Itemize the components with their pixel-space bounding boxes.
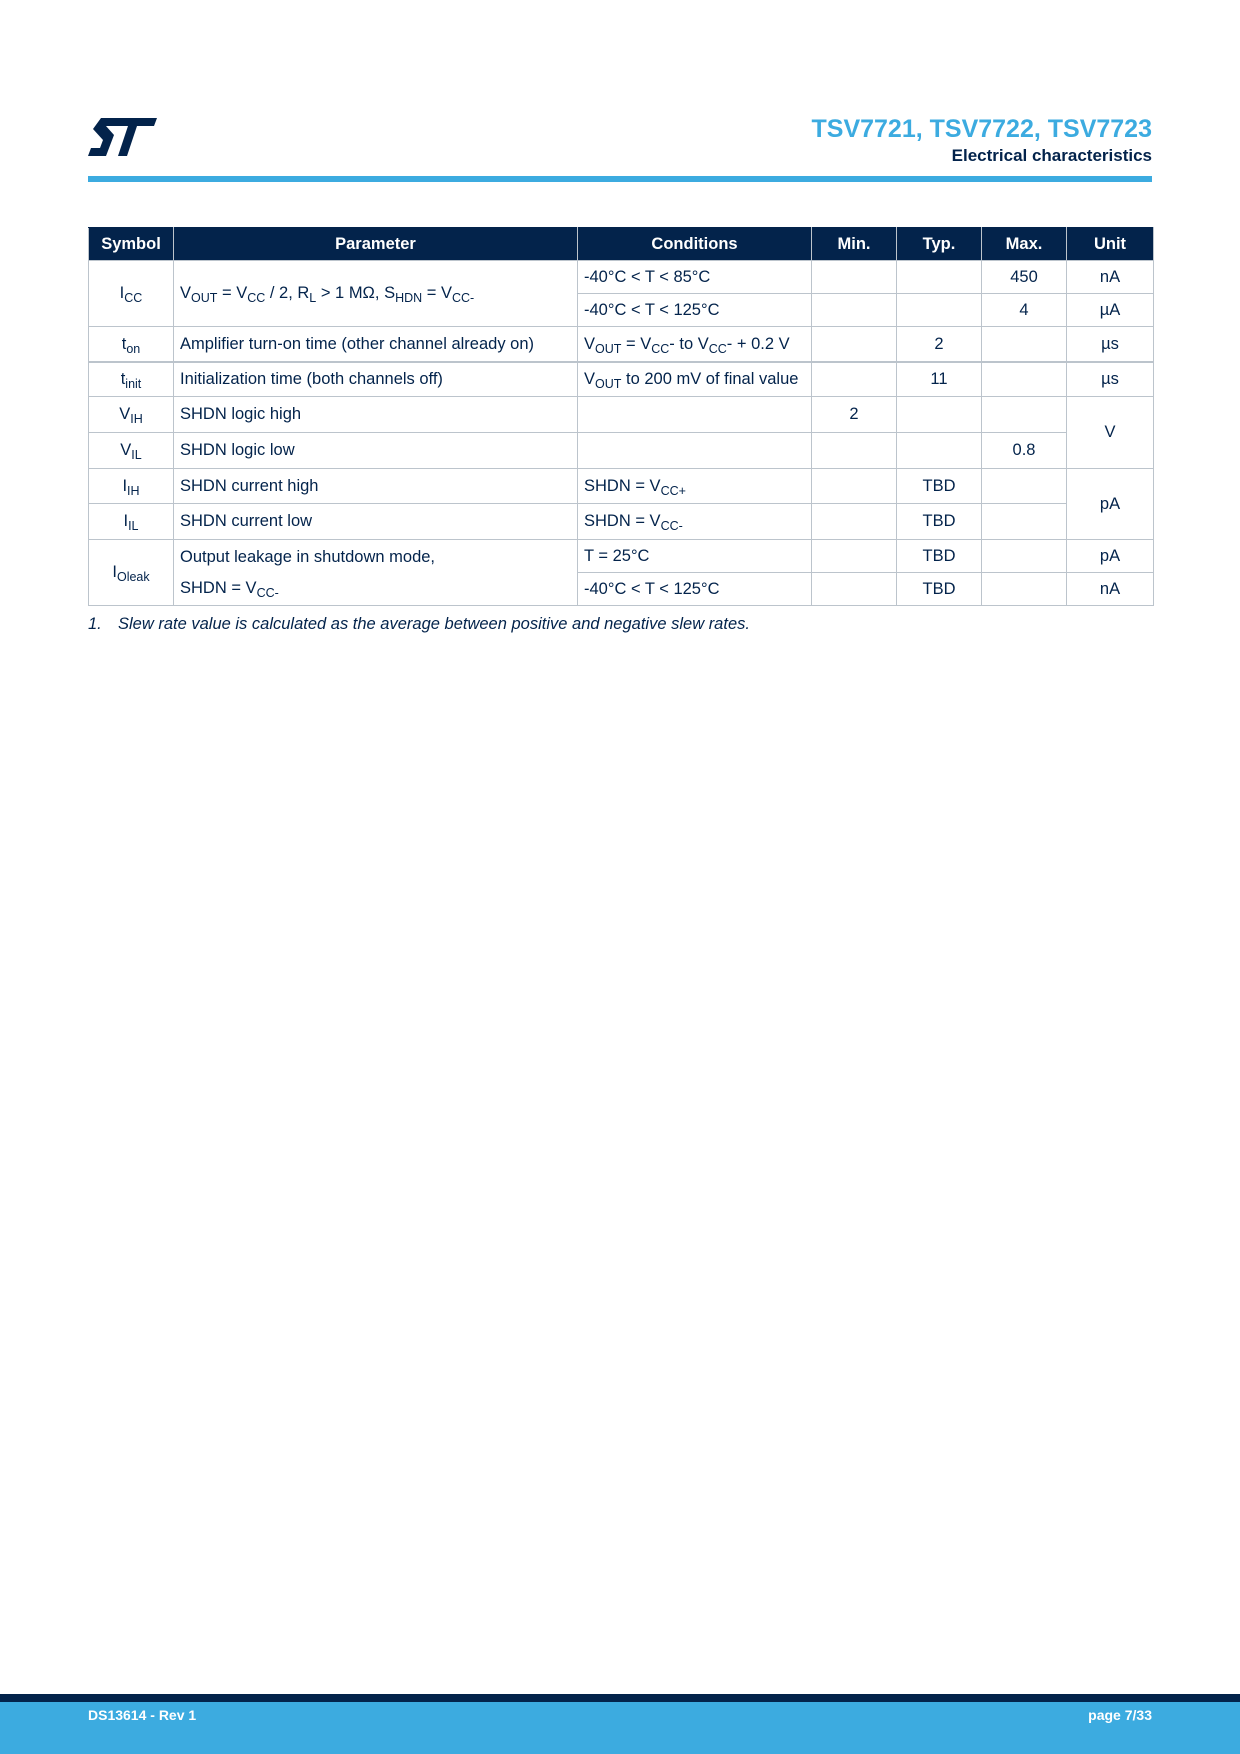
footnote-number: 1. [88, 615, 102, 633]
symbol-iih: $I_{IH}$ [89, 469, 174, 504]
symbol-icc: $I_{CC}$ [89, 261, 174, 327]
st-logo [88, 118, 157, 156]
max-cell [982, 573, 1067, 606]
min-cell [812, 261, 897, 294]
unit-cell: µs [1067, 362, 1154, 397]
typ-cell [897, 294, 982, 327]
section-subtitle: Electrical characteristics [951, 146, 1152, 165]
conditions-cell: -40°C < T < 125°C [578, 573, 812, 606]
max-cell: 0.8 [982, 433, 1067, 469]
parameter-tinit: Initialization time (both channels off) [174, 362, 578, 397]
conditions-cell: T = 25°C [578, 540, 812, 573]
typ-cell: TBD [897, 573, 982, 606]
header-symbol: Symbol [89, 228, 174, 261]
typ-cell: TBD [897, 469, 982, 504]
min-cell: 2 [812, 397, 897, 433]
typ-cell [897, 433, 982, 469]
max-cell: 4 [982, 294, 1067, 327]
header-parameter: Parameter [174, 228, 578, 261]
table-row [89, 433, 1154, 469]
min-cell [812, 362, 897, 397]
unit-cell: µs [1067, 327, 1154, 363]
table-row [89, 362, 1154, 397]
min-cell [812, 327, 897, 363]
table-footnote [88, 615, 750, 634]
header-max: Max. [982, 228, 1067, 261]
table-row [89, 397, 1154, 433]
max-cell: 450 [982, 261, 1067, 294]
min-cell [812, 469, 897, 504]
parameter-vih: SHDN logic high [174, 397, 578, 433]
table-row [89, 327, 1154, 363]
parameter-icc: $V_{OUT} = V_{CC} / 2$, $R_L > 1$ MΩ, $S_{HDN} = V_{CC-}$ [174, 261, 578, 327]
unit-cell-pa: pA [1067, 469, 1154, 540]
conditions-cell [578, 397, 812, 433]
conditions-cell: -40°C < T < 85°C [578, 261, 812, 294]
symbol-vil: $V_{IL}$ [89, 433, 174, 469]
unit-cell: nA [1067, 261, 1154, 294]
typ-cell: 2 [897, 327, 982, 363]
table-header-row [89, 228, 1154, 261]
footnote-text: Slew rate value is calculated as the average between positive and negative slew rates. [118, 615, 750, 633]
parameter-ton: Amplifier turn-on time (other channel already on) [174, 327, 578, 363]
parameter-ioleak: Output leakage in shutdown mode, SHDN = $V_{CC-}$ [174, 540, 578, 606]
header-divider [88, 176, 1152, 182]
parameter-vil: SHDN logic low [174, 433, 578, 469]
symbol-ton: $t_{on}$ [89, 327, 174, 363]
table-row [89, 469, 1154, 504]
footer-rule [0, 1694, 1240, 1702]
header-conditions: Conditions [578, 228, 812, 261]
max-cell [982, 327, 1067, 363]
unit-cell: pA [1067, 540, 1154, 573]
min-cell [812, 294, 897, 327]
max-cell [982, 540, 1067, 573]
electrical-characteristics-table [88, 227, 1154, 606]
symbol-ioleak: $I_{Oleak}$ [89, 540, 174, 606]
st-logo-s-shape [88, 118, 157, 156]
typ-cell: TBD [897, 504, 982, 540]
conditions-ton: $V_{OUT} = V_{CC}-$ to $V_{CC}- + 0.2$ V [578, 327, 812, 363]
page-number: page 7/33 [1088, 1707, 1152, 1723]
table-row [89, 540, 1154, 573]
unit-cell: µA [1067, 294, 1154, 327]
typ-cell: TBD [897, 540, 982, 573]
symbol-tinit: $t_{init}$ [89, 362, 174, 397]
symbol-vih: $V_{IH}$ [89, 397, 174, 433]
conditions-tinit: $V_{OUT}$ to 200 mV of final value [578, 362, 812, 397]
table-row [89, 261, 1154, 294]
typ-cell [897, 261, 982, 294]
unit-cell: nA [1067, 573, 1154, 606]
header-unit: Unit [1067, 228, 1154, 261]
table-row [89, 504, 1154, 540]
min-cell [812, 540, 897, 573]
symbol-iil: $I_{IL}$ [89, 504, 174, 540]
max-cell [982, 504, 1067, 540]
max-cell [982, 469, 1067, 504]
unit-cell-v: V [1067, 397, 1154, 469]
max-cell [982, 362, 1067, 397]
conditions-cell: -40°C < T < 125°C [578, 294, 812, 327]
min-cell [812, 573, 897, 606]
max-cell [982, 397, 1067, 433]
conditions-cell [578, 433, 812, 469]
document-revision: DS13614 - Rev 1 [88, 1707, 197, 1723]
typ-cell: 11 [897, 362, 982, 397]
typ-cell [897, 397, 982, 433]
conditions-iil: SHDN = $V_{CC-}$ [578, 504, 812, 540]
header-typ: Typ. [897, 228, 982, 261]
conditions-iih: SHDN = $V_{CC+}$ [578, 469, 812, 504]
min-cell [812, 433, 897, 469]
document-title: TSV7721, TSV7722, TSV7723 [811, 115, 1152, 143]
parameter-iil: SHDN current low [174, 504, 578, 540]
min-cell [812, 504, 897, 540]
parameter-iih: SHDN current high [174, 469, 578, 504]
header-min: Min. [812, 228, 897, 261]
